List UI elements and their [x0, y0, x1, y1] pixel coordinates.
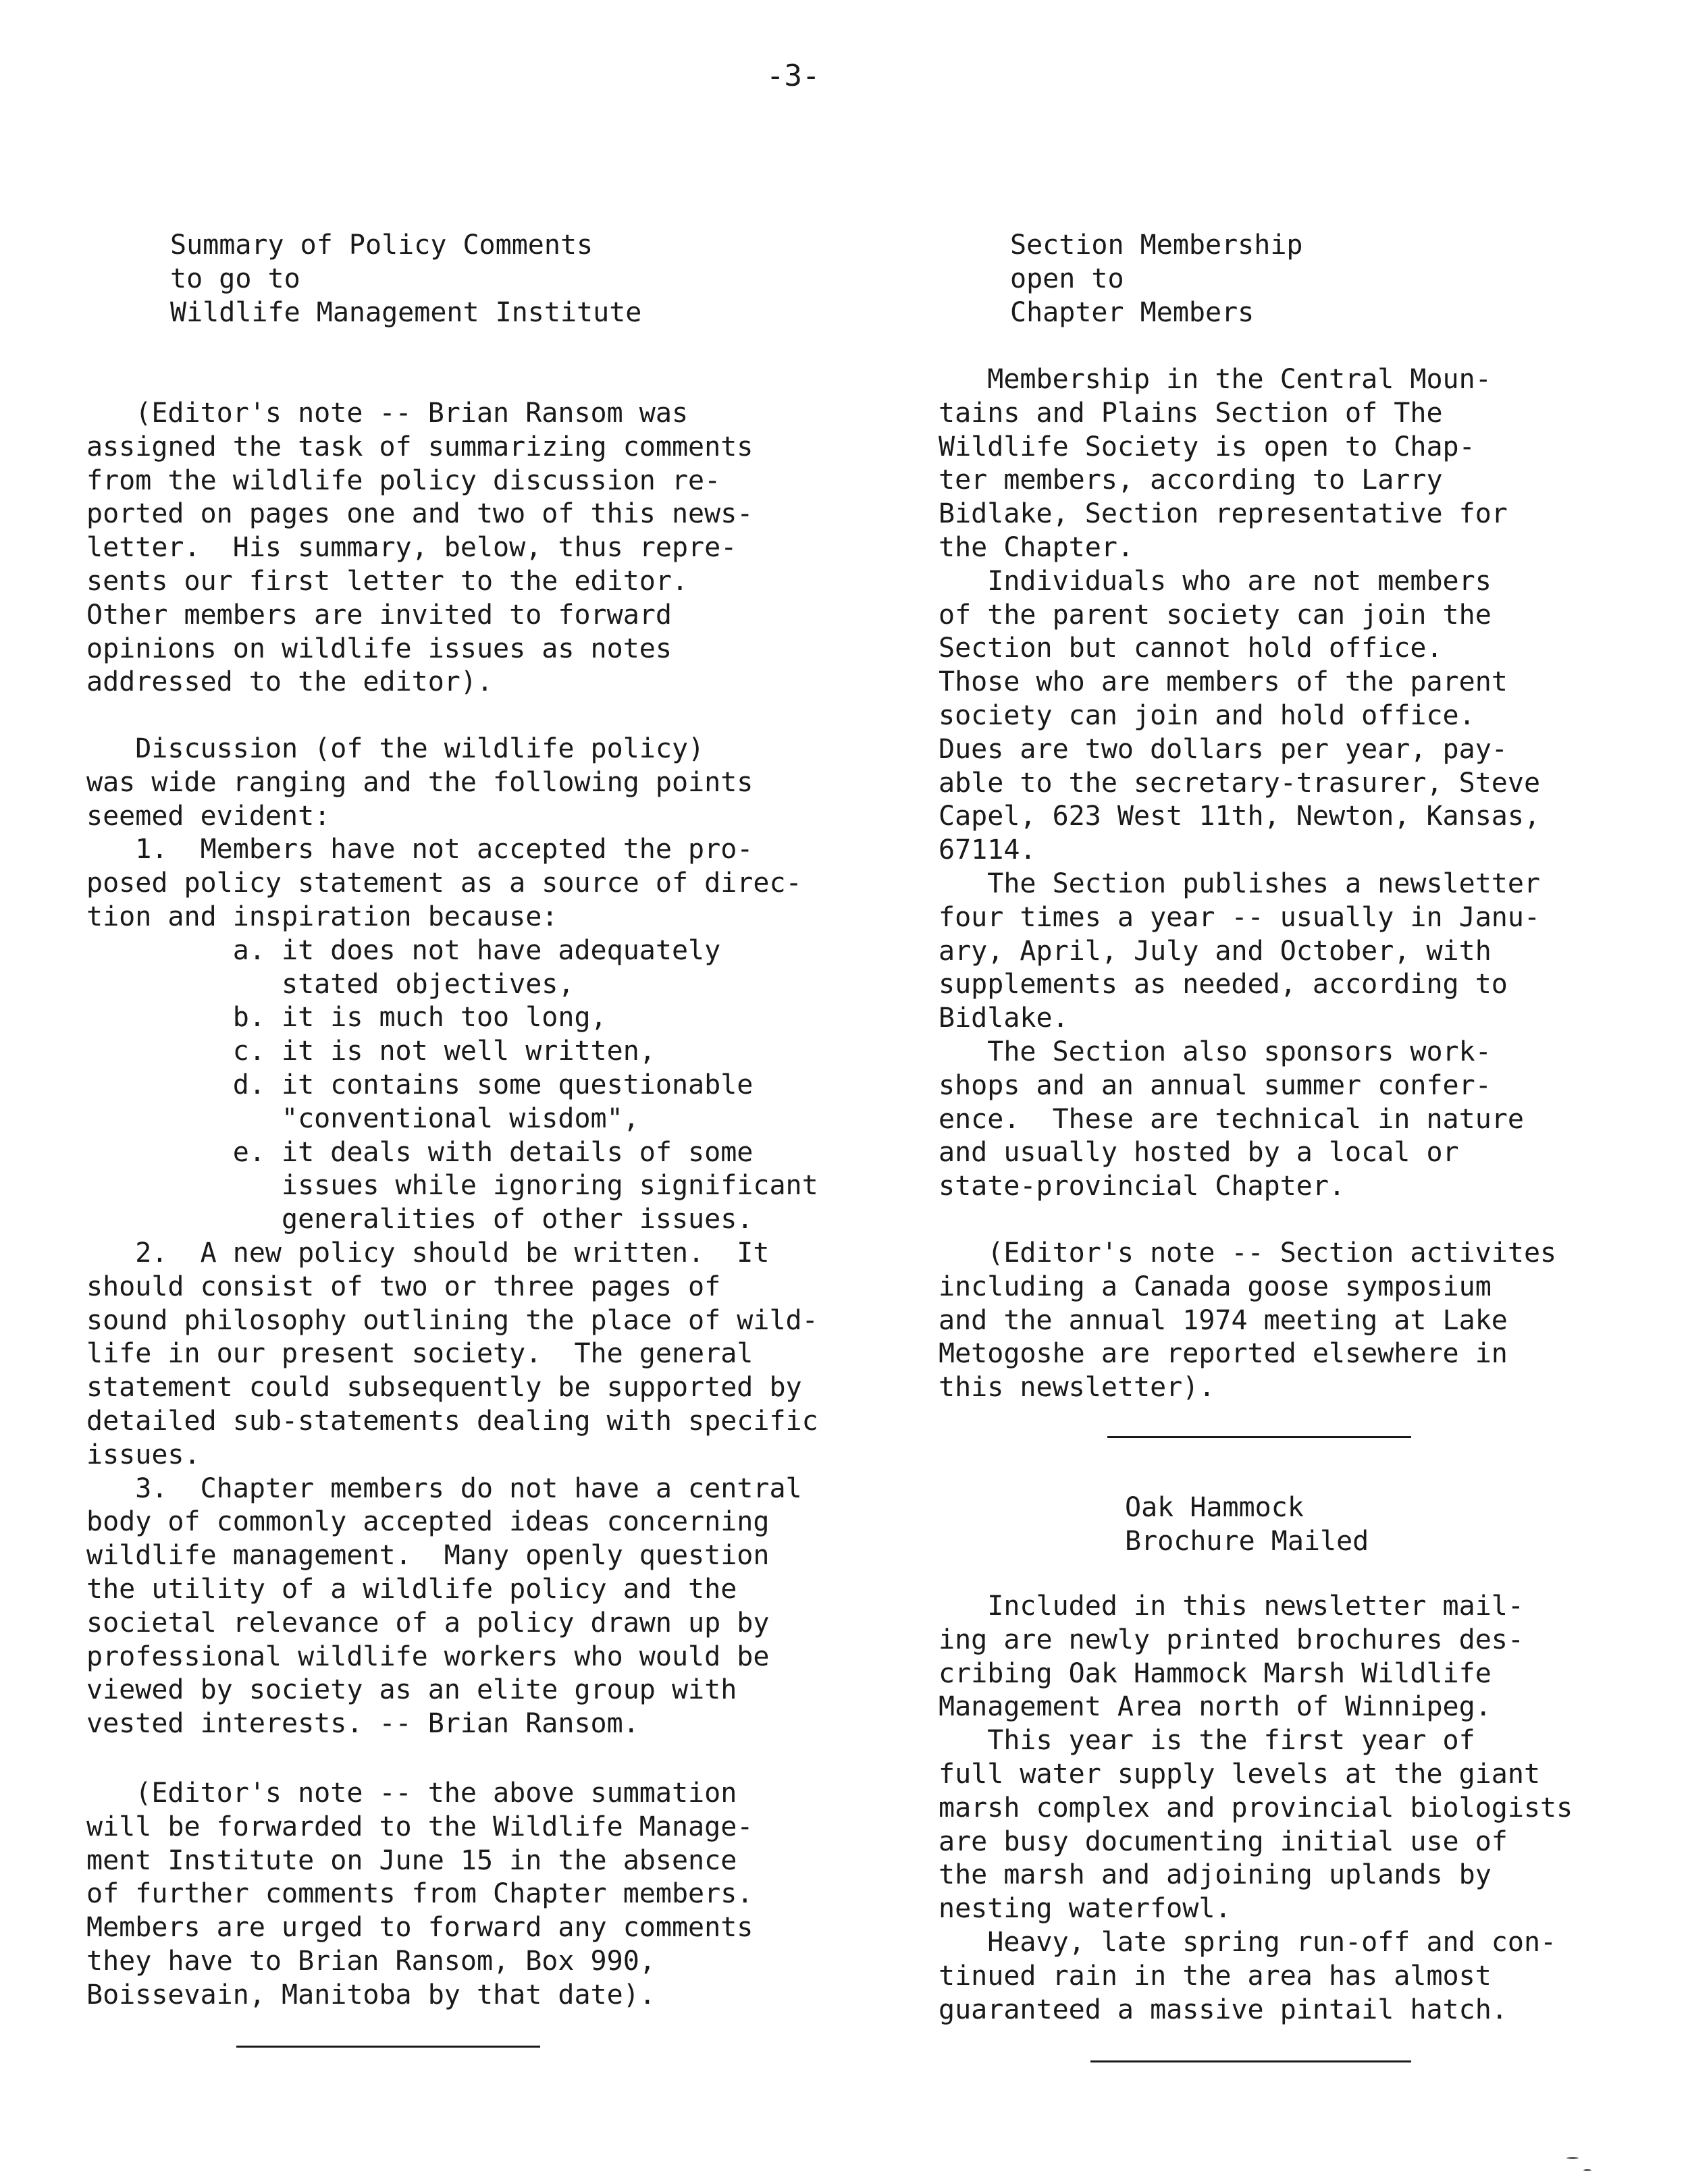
- section-membership-text: Membership in the Central Moun- tains and Plains Section of The Wildlife Society is open to Chap- ter members, according to Larry Bidlake, Section representative for the Chapter. Individuals who are not members of the parent society can join the Section but cannot hold office. Those who are members of the parent society can join and hold office. Dues are two dollars per year, pay- able to the secretary-trasurer, Steve Capel, 623 West 11th, Newton, Kansas, 67114. The Section publishes a newsletter four times a year -- usually in Janu- ary, April, July and October, with supplements as needed, according to Bidlake. The Section also sponsors work- shops and an annual summer confer- ence. These are technical in nature and usually hosted by a local or state-provincial Chapter.: [939, 364, 1541, 1202]
- editor-note-ransom-intro: (Editor's note -- Brian Ransom was assigned the task of summarizing comments from the wildlife policy discussion re- ported on pages one and two of this news- letter. His summary, below, thus repre- sents our first letter to the editor. Other members are invited to forward opinions on wildlife issues as notes addressed to the editor).: [86, 398, 754, 698]
- editor-note-summation: (Editor's note -- the above summation will be forwarded to the Wildlife Manage- ment Institute on June 15 in the absence of further comments from Chapter members. Members are urged to forward any comments they have to Brian Ransom, Box 990, Boissevain, Manitoba by that date).: [86, 1778, 754, 2010]
- section-membership-heading: Section Membership open to Chapter Members: [1010, 230, 1303, 328]
- policy-discussion-text: Discussion (of the wildlife policy) was wide ranging and the following points seemed evident: 1. Members have not accepted the pro- posed policy statement as a source of direc- tion and inspiration because: a. it does not have adequately stated objectives, b. it is much too long, c. it is not well written, d. it contains some questionable "conventional wisdom", e. it deals with details of some issues while ignoring significant generalities of other issues. 2. A new policy should be written. It should consist of two or three pages of sound philosophy outlining the place of wild- life in our present society. The general statement could subsequently be supported by detailed sub-statements dealing with specific issues. 3. Chapter members do not have a central body of commonly accepted ideas concerning wildlife management. Many openly question the utility of a wildlife policy and the societal relevance of a policy drawn up by professional wildlife workers who would be viewed by society as an elite group with vested interests. -- Brian Ransom.: [86, 733, 818, 1740]
- scan-speck: [1566, 2157, 1579, 2159]
- section-divider-left: [236, 2046, 540, 2048]
- page-number: -3-: [766, 59, 820, 93]
- section-divider-right-1: [1107, 1436, 1411, 1438]
- section-divider-right-2: [1090, 2060, 1411, 2062]
- scan-speck: [1583, 2169, 1591, 2171]
- editor-note-section-activities: (Editor's note -- Section activites including a Canada goose symposium and the annual 1974 meeting at Lake Metogoshe are reported elsewhere in this newsletter).: [939, 1237, 1557, 1404]
- oak-hammock-heading: Oak Hammock Brochure Mailed: [1125, 1492, 1369, 1557]
- oak-hammock-text: Included in this newsletter mail- ing are newly printed brochures des- cribing Oak Hammock Marsh Wildlife Management Area north of Winnipeg. This year is the first year of full water supply levels at the giant marsh complex and provincial biologists are busy documenting initial use of the marsh and adjoining uplands by nesting waterfowl. Heavy, late spring run-off and con- tinued rain in the area has almost guaranteed a massive pintail hatch.: [939, 1591, 1573, 2025]
- policy-summary-heading: Summary of Policy Comments to go to Wildlife Management Institute: [170, 230, 642, 328]
